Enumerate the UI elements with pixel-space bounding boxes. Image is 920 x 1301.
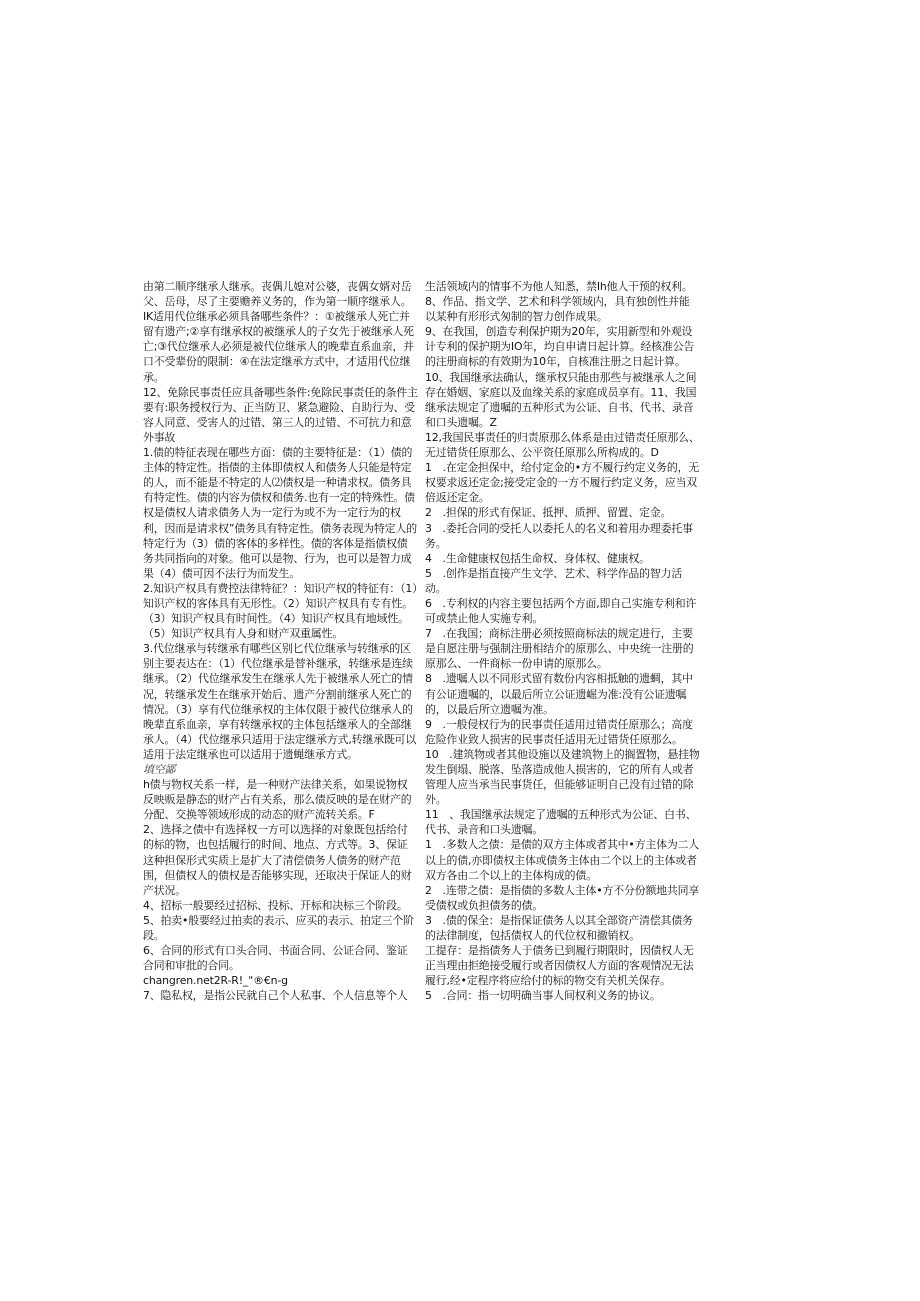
paragraph: 2、选择之债中有选择权一方可以选择的对象既包括给付的标的物，也包括履行的时间、地点、方式等。3、保证这种担保形式实质上是扩大了清偿债务人债务的财产范围，但债权人的债权是否能够实现，还取决于保证人的财产状况。 xyxy=(143,823,412,897)
paragraph: 2 .担保的形式有保证、抵押、质押、留置、定金。 xyxy=(425,506,672,520)
paragraph: 8、作品、指文学、艺术和科学领域内，具有独创性并能以某种有形形式匆制的智力创作成果。 xyxy=(425,295,690,324)
paragraph: 3.代位继承与转继承有哪些区别匕代位继承与转继承的区别主要表达在：（1）代位继承是替补继承，转继承是连续继承。（2）代位继承发生在继承人先于被继承人死亡的情况，转继承发生在继承开始后、遗产分割前继承人死亡的情况。（3）享有代位继承权的主体仅限于被代位继承人的晚辈直系血亲，享有转继承权的主体包括继承人的全部继承人。（4）代位继承只适用于法定继承方式,转继承既可以适用于法定继承也可以适用于遗蝇继承方式。 xyxy=(143,642,417,761)
paragraph: 1 .在定金担保中，给付定金的•方不履行约定义务的，无权要求返还定金;接受定金的一方不履行约定义务，应当双倍返还定金。 xyxy=(425,461,700,505)
paragraph: 1.债的特征表现在哪些方面：债的主要特征是：（1）债的主体的特定性。指债的主体即债权人和债务人只能是特定的人，而不能是不特定的人⑵债权是一种请求权。债务具有特定性。债的内容为债权和债务.也有一定的特殊性。债权是债权人请求债务人为一定行为或不为一定行为的权利，因而是请求权”债务具有特定性。债务表现为特定人的特定行为（3）债的客体的多样性。债的客体是指债权债务共同指向的对象。他可以是物、行为，也可以是智力成果（4）债可因不法行为而发生。 xyxy=(143,446,418,580)
paragraph: 5 .创作是指直接产生文学、艺术、科学作品的智力活动。 xyxy=(425,566,683,595)
paragraph: 7 .在我国；商标注册必须按照商标法的规定进行，主要是自愿注册与强制注册相结介的原那么、中央统一注册的原那么、一件商标一份申请的原那么。 xyxy=(425,627,694,671)
watermark-text: changren.net2R-R!_"®€n-g xyxy=(143,974,288,988)
paragraph: 12,我国民事责任的归责原那么体系是由过错责任原那么、无过错货任原那么、公平资任原那么所构成的。D xyxy=(425,430,700,460)
paragraph: 6、合同的形式有口头合同、书面合同、公证合同、鉴证合同和审批的合同。 xyxy=(143,944,408,973)
paragraph: 5 .合同：指一切明确当事人间权利义务的协议。 xyxy=(425,989,661,1003)
paragraph: 9 .一般侵权行为的民事责任适用过错责任原那么；高度危险作业致人损害的民事责任适用无过错货任原那么。 xyxy=(425,717,693,746)
right-column xyxy=(425,279,700,1004)
left-column xyxy=(143,279,418,1004)
paragraph: 由第二顺序继承人继承。丧偶儿媳对公婆，丧偶女婿对岳父、岳母，尽了主要赡养义务的，作为第一顺序继承人。 xyxy=(143,280,412,309)
paragraph: 11 、我国继承法规定了遗嘱的五种形式为公证、白书、代书、录音和口头遗嘱。 xyxy=(425,808,697,837)
paragraph: 3 .委托合同的受托人以委托人的名义和着用办理委托事务。 xyxy=(425,521,693,550)
paragraph: 10 .建筑物或者其他设施以及建筑物上的搁置物，悬挂物发生倒塌、脱落、坠落造成他人损害的，它的所有人或者管理人应当承当民事货任，但能够证明自己没有过错的除外。 xyxy=(425,747,700,807)
paragraph: 7、隐私权，是指公民就自己个人私事、个人信息等个人 xyxy=(143,989,408,1003)
paragraph: 8 .遗嘱人以不同形式留有数份内容相抵触的遗蜩，其中有公证遗嘱的，以最后所立公证遗崛为准:没有公证遗嘱的，以最后所立遗嘱为准。 xyxy=(425,672,693,716)
paragraph: 生活领域内的情事不为他人知悉，禁Ih他人干预的权利。 xyxy=(425,280,693,293)
paragraph: 工提存：是指债务人于债务已到履行期限时，因债权人无正当理由拒绝接受履行或者因债权人方面的客观情况无法履行,经•定程序将应给付的标的物交有关机关保存。 xyxy=(425,944,694,988)
paragraph: 5、拍卖•般要经过拍卖的表示、应买的表示、拍定三个阶段。 xyxy=(143,913,414,943)
paragraph: 9、在我国，创造专利保护期为20年，实用新型和外观设计专利的保护期为IO年，均自申请日起计算。经核准公告的注册商标的有效期为10年，自核准注册之日起计算。10、我国继承法确认，继承权只能由那些与被继承人之间存在婚姻、家庭以及血缘关系的家庭成员享有。11、我国继承法规定了遗嘱的五种形式为公证、自书、代书、录音和口头遗嘱。Z xyxy=(425,325,697,429)
paragraph: h债与物权关系一样，是一种财产法律关系，如果说物权反映贩是静态的财产占有关系，那么债反映的是在财产的分配、交换等领域形成的动态的财产流转关系。F xyxy=(143,778,412,822)
paragraph: 4、招标一般要经过招标、投标、开标和决标三个阶段。 xyxy=(143,898,408,912)
paragraph: IK适用代位继承必须具备哪些条件？：①被继承人死亡并留有遗产;②享有继承权的被继承人的子女先于被继承人死亡;③代位继承人必须是被代位继承人的晚辈直系血亲，并口不受辈份的限制：④在法定继承方式中，才适用代位继承。 xyxy=(143,310,414,384)
paragraph: 6 .专利权的内容主要包括两个方面,即自己实施专利和许可或禁止他人实施专利。 xyxy=(425,596,697,626)
paragraph: 12、免除民事责任应具备哪些条件:免除民事责任的条件主要有:职务授权行为、正当防卫、紧急避险、自助行为、受容人同意、受害人的过错、第三人的过错、不可抗力和意外事故 xyxy=(143,385,418,444)
paragraph: 2 .连带之债：是指债的多数人主体•方不分份额地共同享受债权或负担债务的债。 xyxy=(425,883,700,912)
section-heading: 填空鄙 xyxy=(143,763,176,776)
paragraph: 2.知识产权具有费控法律特征？：知识产权的特征有：（1）知识产权的客体具有无形性。（2）知识产权具有专有性。（3）知识产权具有时间性。（4）知识产权具有地域性。（5）知识产权具有人身和财产双重属性。 xyxy=(143,581,418,641)
paragraph: 3 .债的保全：是指保证债务人以其全部资产清偿其债务的法律制度，包括债权人的代位权和撤销权。 xyxy=(425,913,693,943)
paragraph: 4 .生命健康权包括生命权、身体权、健康权。 xyxy=(425,551,650,565)
paragraph: 1 .多数人之债：是债的双方主体或者其中•方主体为二人以上的债,亦即债权主体或债务主体由二个以上的主体或者双方各由二个以上的主体构成的债。 xyxy=(425,838,700,882)
